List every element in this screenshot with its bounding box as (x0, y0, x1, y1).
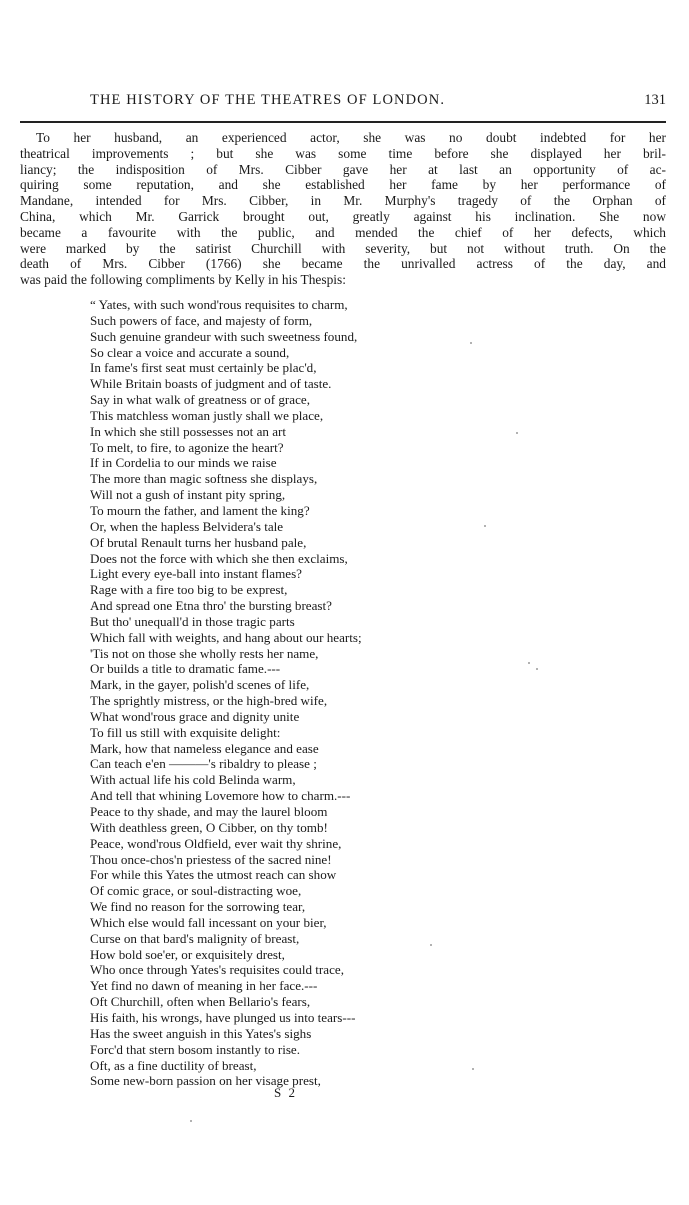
verse-line: While Britain boasts of judgment and of taste. (90, 376, 332, 392)
verse-line: Which else would fall incessant on your bier, (90, 914, 327, 930)
verse-line: Oft, as a fine ductility of breast, (90, 1057, 257, 1073)
prose-line: Mandane, intended for Mrs. Cibber, in Mr. Murphy's tragedy of the Orphan of (20, 193, 666, 209)
poem-block (90, 297, 362, 1089)
signature-mark: S 2 (274, 1085, 297, 1100)
verse-line: Light every eye-ball into instant flames? (90, 566, 302, 582)
verse-line: Curse on that bard's malignity of breast, (90, 930, 300, 946)
verse-line: The more than magic softness she displays, (90, 471, 318, 487)
verse-line: Forc'd that stern bosom instantly to rise. (90, 1041, 301, 1057)
prose-line: China, which Mr. Garrick brought out, greatly against his inclination. She now (20, 208, 666, 224)
verse-line: Oft Churchill, often when Bellario's fears, (90, 994, 311, 1010)
verse-line: What wond'rous grace and dignity unite (90, 708, 300, 724)
verse-line: How bold soe'er, or exquisitely drest, (90, 946, 285, 962)
prose-line: became a favourite with the public, and mended the chief of her defects, which (20, 224, 666, 240)
verse-line: Of comic grace, or soul-distracting woe, (90, 883, 302, 899)
scan-speck (190, 1120, 192, 1122)
verse-line: Some new-born passion on her visage prest, (90, 1073, 321, 1089)
verse-line: Mark, how that nameless elegance and ease (90, 740, 319, 756)
prose-line: death of Mrs. Cibber (1766) she became the unrivalled actress of the day, and (20, 256, 666, 272)
verse-line: Does not the force with which she then exclaims, (90, 550, 348, 566)
verse-line: Which fall with weights, and hang about our hearts; (90, 629, 362, 645)
verse-line: Yet find no dawn of meaning in her face.--- (90, 978, 318, 994)
verse-line: Who once through Yates's requisites could trace, (90, 962, 344, 978)
verse-line: This matchless woman justly shall we place, (90, 407, 324, 423)
scan-speck (536, 668, 538, 670)
header-rule (20, 121, 666, 123)
verse-line: If in Cordelia to our minds we raise (90, 455, 277, 471)
verse-line: In which she still possesses not an art (90, 423, 287, 439)
running-title: THE HISTORY OF THE THEATRES OF LONDON. (90, 92, 446, 108)
running-head (20, 92, 666, 114)
verse-line: Or, when the hapless Belvidera's tale (90, 518, 284, 534)
scan-speck (528, 662, 530, 664)
prose-line: To her husband, an experienced actor, she was no doubt indebted for her (36, 130, 666, 145)
verse-line: And tell that whining Lovemore how to charm.--- (90, 788, 351, 804)
verse-line: To mourn the father, and lament the king? (90, 502, 310, 518)
verse-line: Thou once-chos'n priestess of the sacred nine! (90, 851, 332, 867)
verse-line: Can teach e'en ———'s ribaldry to please ; (90, 756, 317, 772)
verse-line: To fill us still with exquisite delight: (90, 724, 281, 740)
verse-line: Will not a gush of instant pity spring, (90, 487, 286, 503)
verse-line: Such powers of face, and majesty of form, (90, 312, 313, 328)
verse-line: And spread one Etna thro' the bursting breast? (90, 598, 332, 614)
verse-line: Peace, wond'rous Oldfield, ever wait thy shrine, (90, 835, 342, 851)
verse-line: Such genuine grandeur with such sweetness found, (90, 328, 358, 344)
verse-line: Or builds a title to dramatic fame.--- (90, 661, 281, 677)
scan-speck (484, 525, 486, 527)
verse-line: “ Yates, with such wond'rous requisites to charm, (90, 297, 348, 312)
verse-line: Has the sweet anguish in this Yates's sighs (90, 1025, 312, 1041)
prose-line: was paid the following compliments by Kelly in his Thespis: (20, 272, 346, 288)
prose-line: theatrical improvements ; but she was some time before she displayed her bril- (20, 145, 666, 161)
verse-line: Peace to thy shade, and may the laurel bloom (90, 804, 328, 819)
page-number: 131 (644, 92, 666, 108)
verse-line: 'Tis not on those she wholly rests her name, (90, 645, 319, 661)
verse-line: Of brutal Renault turns her husband pale, (90, 534, 307, 550)
scan-speck (430, 944, 432, 946)
verse-line: Say in what walk of greatness or of grace, (90, 392, 310, 408)
prose-line: liancy; the indisposition of Mrs. Cibber gave her at last an opportunity of ac- (20, 161, 666, 177)
verse-line: With actual life his cold Belinda warm, (90, 772, 296, 788)
scan-speck (470, 342, 472, 344)
verse-line: For while this Yates the utmost reach can show (90, 867, 337, 883)
verse-line: Mark, in the gayer, polish'd scenes of life, (90, 677, 310, 693)
verse-line: The sprightly mistress, or the high-bred wife, (90, 693, 328, 709)
verse-line: So clear a voice and accurate a sound, (90, 344, 290, 360)
scan-speck (472, 1068, 474, 1070)
scan-speck (516, 432, 518, 434)
prose-line: were marked by the satirist Churchill with severity, but not without truth. On the (20, 240, 666, 256)
verse-line: But tho' unequall'd in those tragic parts (90, 613, 295, 629)
verse-line: To melt, to fire, to agonize the heart? (90, 439, 284, 455)
verse-line: In fame's first seat must certainly be plac'd, (90, 360, 317, 376)
verse-line: Rage with a fire too big to be exprest, (90, 582, 288, 598)
prose-line: quiring some reputation, and she established her fame by her performance of (20, 177, 666, 193)
verse-line: We find no reason for the sorrowing tear, (90, 899, 306, 915)
prose-paragraph (20, 130, 666, 288)
verse-line: With deathless green, O Cibber, on thy tomb! (90, 819, 328, 835)
verse-line: His faith, his wrongs, have plunged us into tears--- (90, 1009, 356, 1025)
